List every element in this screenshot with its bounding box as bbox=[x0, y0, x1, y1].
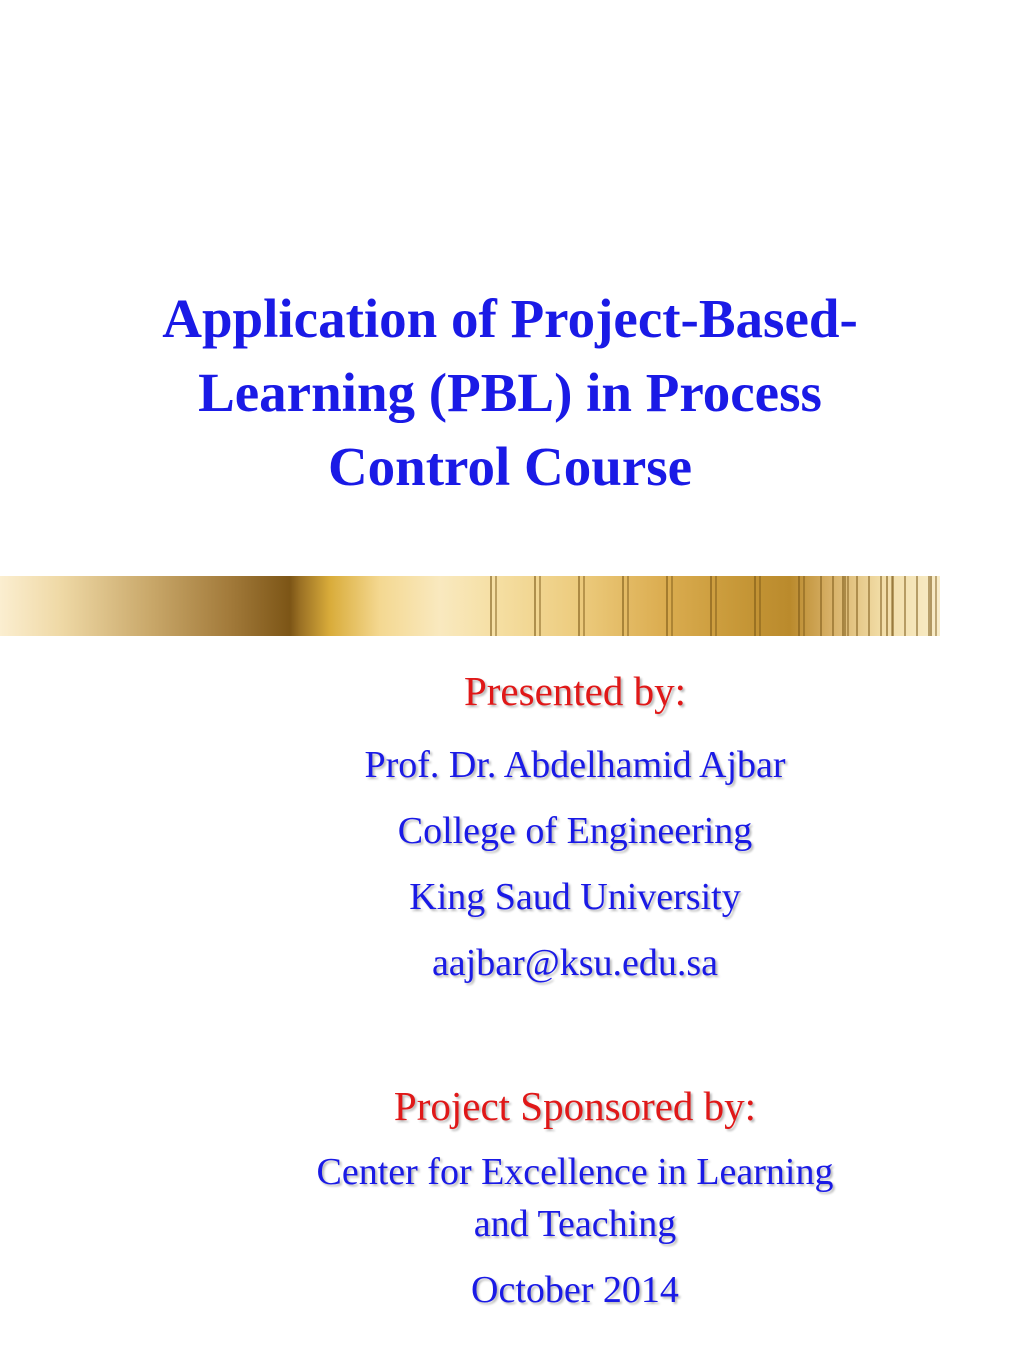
presenter-university: King Saud University bbox=[409, 876, 741, 918]
slide-title bbox=[110, 282, 910, 504]
presenter-block bbox=[290, 664, 860, 996]
sponsor-org-line-2: and Teaching bbox=[473, 1203, 677, 1245]
title-line-3: Control Course bbox=[327, 436, 693, 497]
title-line-1: Application of Project-Based- bbox=[162, 288, 858, 349]
sponsored-by-heading: Project Sponsored by: bbox=[393, 1083, 757, 1129]
presenter-name: Prof. Dr. Abdelhamid Ajbar bbox=[364, 744, 786, 786]
presenter-email: aajbar@ksu.edu.sa bbox=[431, 942, 719, 984]
decorative-gold-stripes-dense bbox=[820, 576, 940, 636]
title-line-2: Learning (PBL) in Process bbox=[198, 362, 822, 423]
sponsor-org-line-1: Center for Excellence in Learning bbox=[316, 1151, 834, 1193]
presentation-date: October 2014 bbox=[471, 1269, 679, 1311]
presented-by-heading: Presented by: bbox=[463, 668, 687, 714]
sponsor-block bbox=[240, 1078, 910, 1316]
presenter-college: College of Engineering bbox=[397, 810, 753, 852]
